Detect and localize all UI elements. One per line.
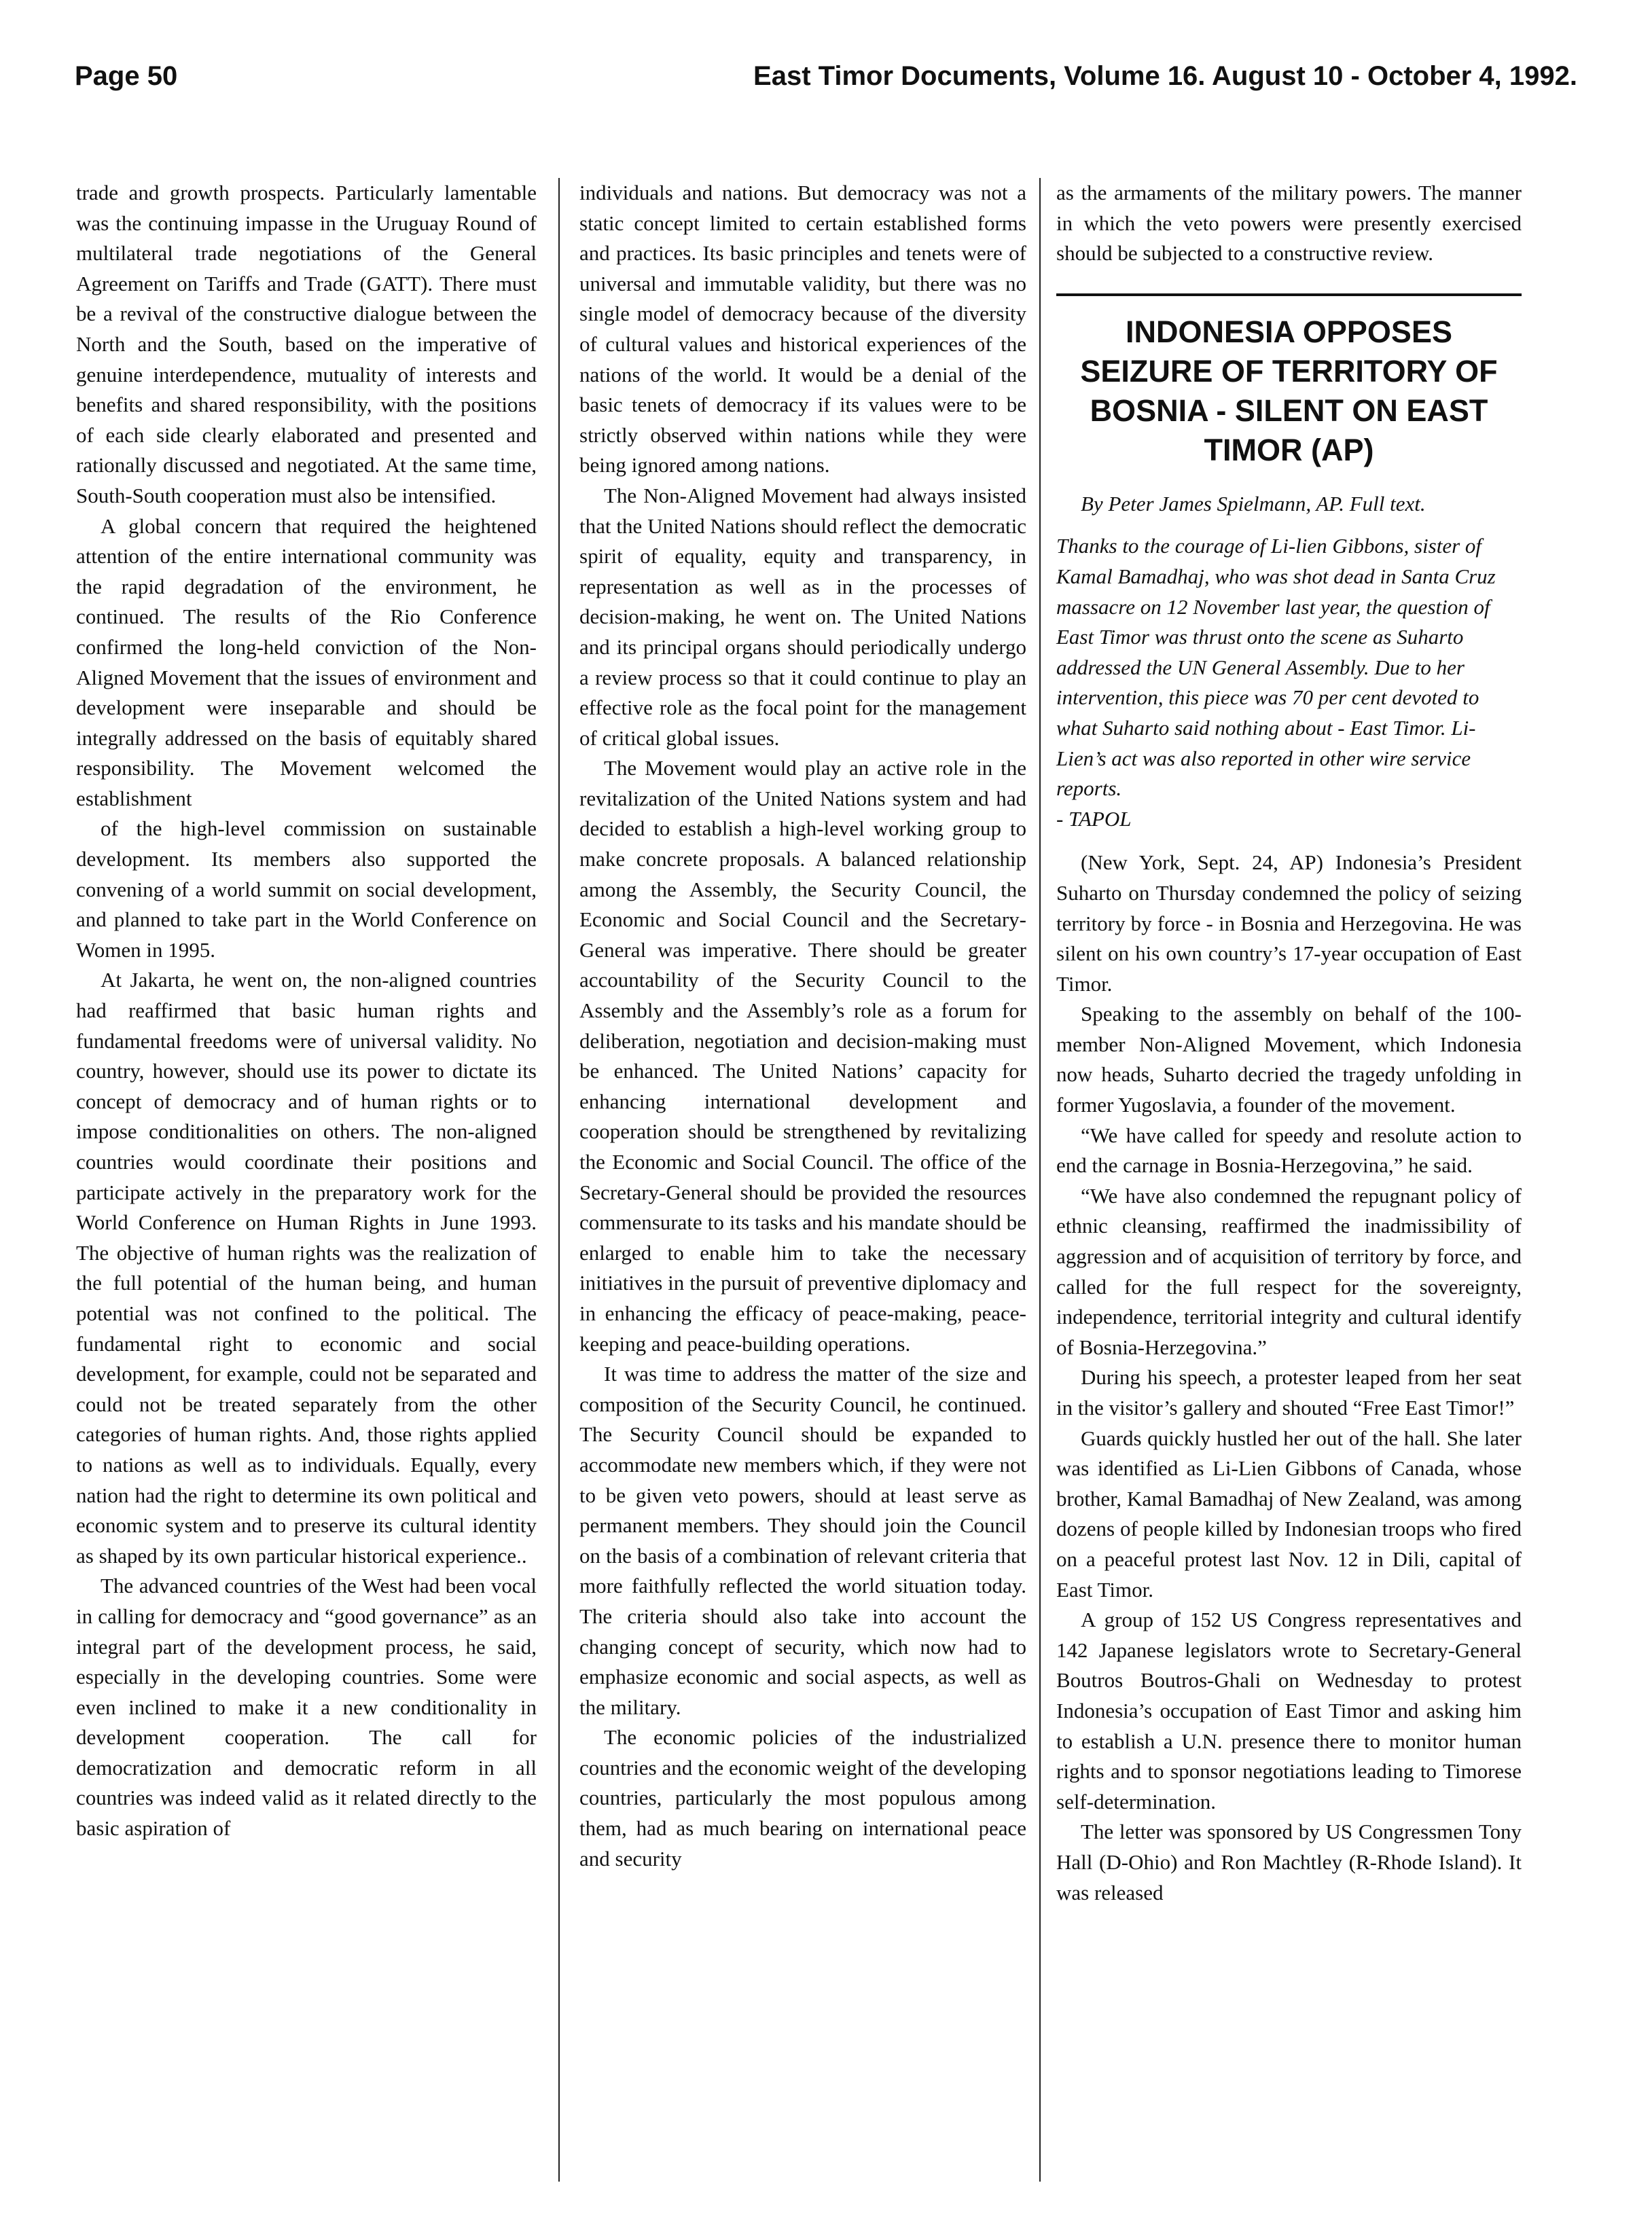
paragraph: trade and growth prospects. Particularly lamentable was the continuing impasse in the Uruguay Round of multilateral trade negotiations of the General Agreement on Tariffs and Trade (GATT). There must be a revival of the constructive dialogue between the North and the South, based on the imperative of genuine interdependence, mutuality of interests and benefits and shared responsibility, with the positions of each side clearly elaborated and presented and rationally discussed and negotiated. At the same time, South-South cooperation must also be intensified. [76, 181, 537, 507]
article-byline: By Peter James Spielmann, AP. Full text. [1081, 491, 1426, 516]
paragraph: The letter was sponsored by US Congressmen Tony Hall (D-Ohio) and Ron Machtley (R-Rhode Island). It was released [1056, 1820, 1522, 1904]
paragraph: The advanced countries of the West had been vocal in calling for democracy and “good governance” as an integral part of the development process, he said, especially in the developing countries. Some were even inclined to make it a new conditionality in development cooperation. The call for democratization and democratic reform in all countries was indeed valid as it related directly to the basic aspiration of [76, 1574, 537, 1841]
paragraph: “We have also condemned the repugnant policy of ethnic cleansing, reaffirmed the inadmissibility of aggression and of acquisition of territory by force, and called for the full respect for the sovereignty, independence, territorial integrity and cultural identify of Bosnia-Herzegovina.” [1056, 1183, 1522, 1359]
page-number: Page 50 [75, 61, 178, 91]
paragraph: Guards quickly hustled her out of the hall. She later was identified as Li-Lien Gibbons of Canada, whose brother, Kamal Bamadhaj of New Zealand, was among dozens of people killed by Indonesian troops who fired on a peaceful protest last Nov. 12 in Dili, capital of East Timor. [1056, 1426, 1522, 1602]
column-1 [76, 178, 537, 1844]
paragraph: The Movement would play an active role in the revitalization of the United Nations system and had decided to establish a high-level working group to make concrete proposals. A balanced relationship among the Assembly, the Security Council, the Economic and Social Council and the Secretary-General was imperative. There should be greater accountability of the Security Council to the Assembly and the Assembly’s role as a forum for deliberation, negotiation and decision-making must be enhanced. The United Nations’ capacity for enhancing international development and cooperation should be strengthened by revitalizing the Economic and Social Council. The office of the Secretary-General should be provided the resources commensurate to its tasks and his mandate should be enlarged to enable him to take the necessary initiatives in the pursuit of preventive diplomacy and in enhancing the efficacy of peace-making, peace-keeping and peace-building operations. [579, 756, 1026, 1356]
paragraph: A group of 152 US Congress representatives and 142 Japanese legislators wrote to Secretary-General Boutros Boutros-Ghali on Wednesday to protest Indonesia’s occupation of East Timor and asking him to establish a U.N. presence there to monitor human rights and to sponsor negotiations leading to Timorese self-determination. [1056, 1608, 1522, 1813]
paragraph: Speaking to the assembly on behalf of the 100-member Non-Aligned Movement, which Indonesia now heads, Suharto decried the tragedy unfolding in former Yugoslavia, a founder of the movement. [1056, 1002, 1522, 1117]
paragraph: The economic policies of the industrialized countries and the economic weight of the developing countries, particularly the most populous among them, had as much bearing on international peace and security [579, 1725, 1026, 1871]
paragraph: “We have called for speedy and resolute action to end the carnage in Bosnia-Herzegovina,” he said. [1056, 1123, 1522, 1178]
page-header [75, 61, 1577, 115]
paragraph: At Jakarta, he went on, the non-aligned countries had reaffirmed that basic human rights and fundamental freedoms were of universal validity. No country, however, should use its power to dictate its concept of democracy and of human rights or to impose conditionalities on others. The non-aligned countries would coordinate their positions and participate actively in the preparatory work for the World Conference on Human Rights in June 1993. The objective of human rights was the realization of the full potential of the human being, and human potential was not confined to the political. The fundamental right to economic and social development, for example, could not be separated and could not be treated separately from the other categories of human rights. And, those rights applied to nations as well as to individuals. Equally, every nation had the right to determine its own political and economic system and to preserve its cultural identity as shaped by its own particular historical experience.. [76, 968, 537, 1568]
publication-title: East Timor Documents, Volume 16. August 10 - October 4, 1992. [753, 61, 1577, 91]
paragraph: It was time to address the matter of the size and composition of the Security Council, he continued. The Security Council should be expanded to accommodate new members which, if they were not to be given veto powers, should at least serve as permanent members. They should join the Council on the basis of a combination of relevant criteria that more faithfully reflected the world situation today. The criteria should also take into account the changing concept of security, which now had to emphasize economic and social aspects, as well as the military. [579, 1362, 1026, 1719]
paragraph: A global concern that required the heightened attention of the entire international community was the rapid degradation of the environment, he continued. The results of the Rio Conference confirmed the long-held conviction of the Non-Aligned Movement that the issues of environment and development were inseparable and should be integrally addressed on the basis of equitably shared responsibility. The Movement welcomed the establishment [76, 513, 537, 810]
paragraph: (New York, Sept. 24, AP) Indonesia’s President Suharto on Thursday condemned the policy of seizing territory by force - in Bosnia and Herzegovina. He was silent on his own country’s 17-year occupation of East Timor. [1056, 850, 1522, 996]
paragraph: The Non-Aligned Movement had always insisted that the United Nations should reflect the democratic spirit of equality, equity and transparency, in representation as well as in the processes of decision-making, he went on. The United Nations and its principal organs should periodically undergo a review process so that it could continue to play an effective role as the focal point for the management of critical global issues. [579, 483, 1026, 750]
article-intro [1056, 531, 1522, 834]
column-divider [1039, 178, 1041, 2182]
paragraph: During his speech, a protester leaped from her seat in the visitor’s gallery and shouted “Free East Timor!” [1056, 1365, 1522, 1420]
column-divider [558, 178, 560, 2182]
paragraph: as the armaments of the military powers. The manner in which the veto powers were presently exercised should be subjected to a constructive review. [1056, 181, 1522, 266]
article-headline: INDONESIA OPPOSES SEIZURE OF TERRITORY OF BOSNIA - SILENT ON EAST TIMOR (AP) [1080, 314, 1498, 467]
intro-signature: - TAPOL [1056, 806, 1132, 831]
paragraph: individuals and nations. But democracy was not a static concept limited to certain established forms and practices. Its basic principles and tenets were of universal and immutable validity, but there was no single model of democracy because of the diversity of cultural values and historical experiences of the nations of the world. It would be a denial of the basic tenets of democracy if its values were to be strictly observed within nations while they were being ignored among nations. [579, 181, 1026, 477]
column-3 [1056, 178, 1522, 1908]
intro-text: Thanks to the courage of Li-lien Gibbons, sister of Kamal Bamadhaj, who was shot dead in Santa Cruz massacre on 12 November last year, the question of East Timor was thrust onto the scene as Suharto addressed the UN General Assembly. Due to her intervention, this piece was 70 per cent devoted to what Suharto said nothing about - East Timor. Li-Lien’s act was also reported in other wire service reports. [1056, 534, 1496, 801]
column-2 [579, 178, 1026, 1874]
article-separator [1056, 293, 1522, 296]
paragraph: of the high-level commission on sustainable development. Its members also supported the convening of a world summit on social development, and planned to take part in the World Conference on Women in 1995. [76, 816, 537, 962]
